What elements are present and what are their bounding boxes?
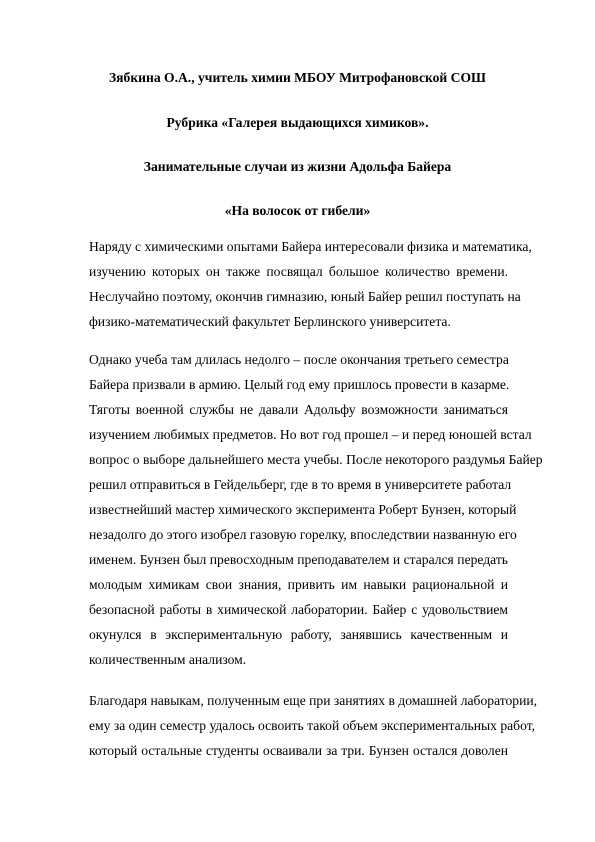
paragraph-line: известнейший мастер химического эксперимента Роберт Бунзен, который	[89, 502, 517, 517]
paragraph-line: Тяготы военной службы не давали Адольфу возможности заниматься	[89, 402, 508, 417]
paragraph-line: Байера призвали в армию. Целый год ему пришлось провести в казарме.	[89, 377, 510, 392]
author-line: Зябкина О.А., учитель химии МБОУ Митрофановской СОШ	[109, 70, 486, 85]
paragraph-line: решил отправиться в Гейдельберг, где в то время в университете работал	[89, 477, 512, 492]
paragraph-1	[89, 234, 532, 334]
paragraph-line: который остальные студенты осваивали за три. Бунзен остался доволен	[89, 743, 508, 758]
paragraph-line: Однако учеба там длилась недолго – после окончания третьего семестра	[89, 352, 509, 367]
paragraph-3	[89, 688, 538, 763]
paragraph-line: количественным анализом.	[89, 652, 247, 667]
rubric-heading: Рубрика «Галерея выдающихся химиков».	[166, 115, 429, 130]
paragraph-line: изучению которых он также посвящал большое количество времени.	[89, 264, 508, 279]
paragraph-line: ему за один семестр удалось освоить такой объем экспериментальных работ,	[89, 718, 536, 733]
paragraph-line: физико-математический факультет Берлинского университета.	[89, 314, 451, 329]
paragraph-line: именем. Бунзен был превосходным преподавателем и старался передать	[89, 552, 508, 567]
paragraph-line: незадолго до этого изобрел газовую горелку, впоследствии названную его	[89, 527, 517, 542]
subtitle-heading: Занимательные случаи из жизни Адольфа Байера	[143, 159, 452, 174]
paragraph-line: безопасной работы в химической лаборатории. Байер с удовольствием	[89, 602, 508, 617]
paragraph-line: Благодаря навыкам, полученным еще при занятиях в домашней лаборатории,	[89, 693, 538, 708]
paragraph-line: изучением любимых предметов. Но вот год прошел – и перед юношей встал	[89, 427, 532, 442]
paragraph-line: окунулся в экспериментальную работу, занявшись качественным и	[89, 627, 508, 642]
article-title: «На волосок от гибели»	[224, 203, 371, 218]
paragraph-line: вопрос о выборе дальнейшего места учебы. После некоторого раздумья Байер	[89, 452, 543, 467]
paragraph-line: Неслучайно поэтому, окончив гимназию, юный Байер решил поступать на	[89, 289, 521, 304]
paragraph-line: молодым химикам свои знания, привить им навыки рациональной и	[89, 577, 508, 592]
paragraph-line: Наряду с химическими опытами Байера интересовали физика и математика,	[89, 239, 532, 254]
paragraph-2	[89, 347, 543, 672]
